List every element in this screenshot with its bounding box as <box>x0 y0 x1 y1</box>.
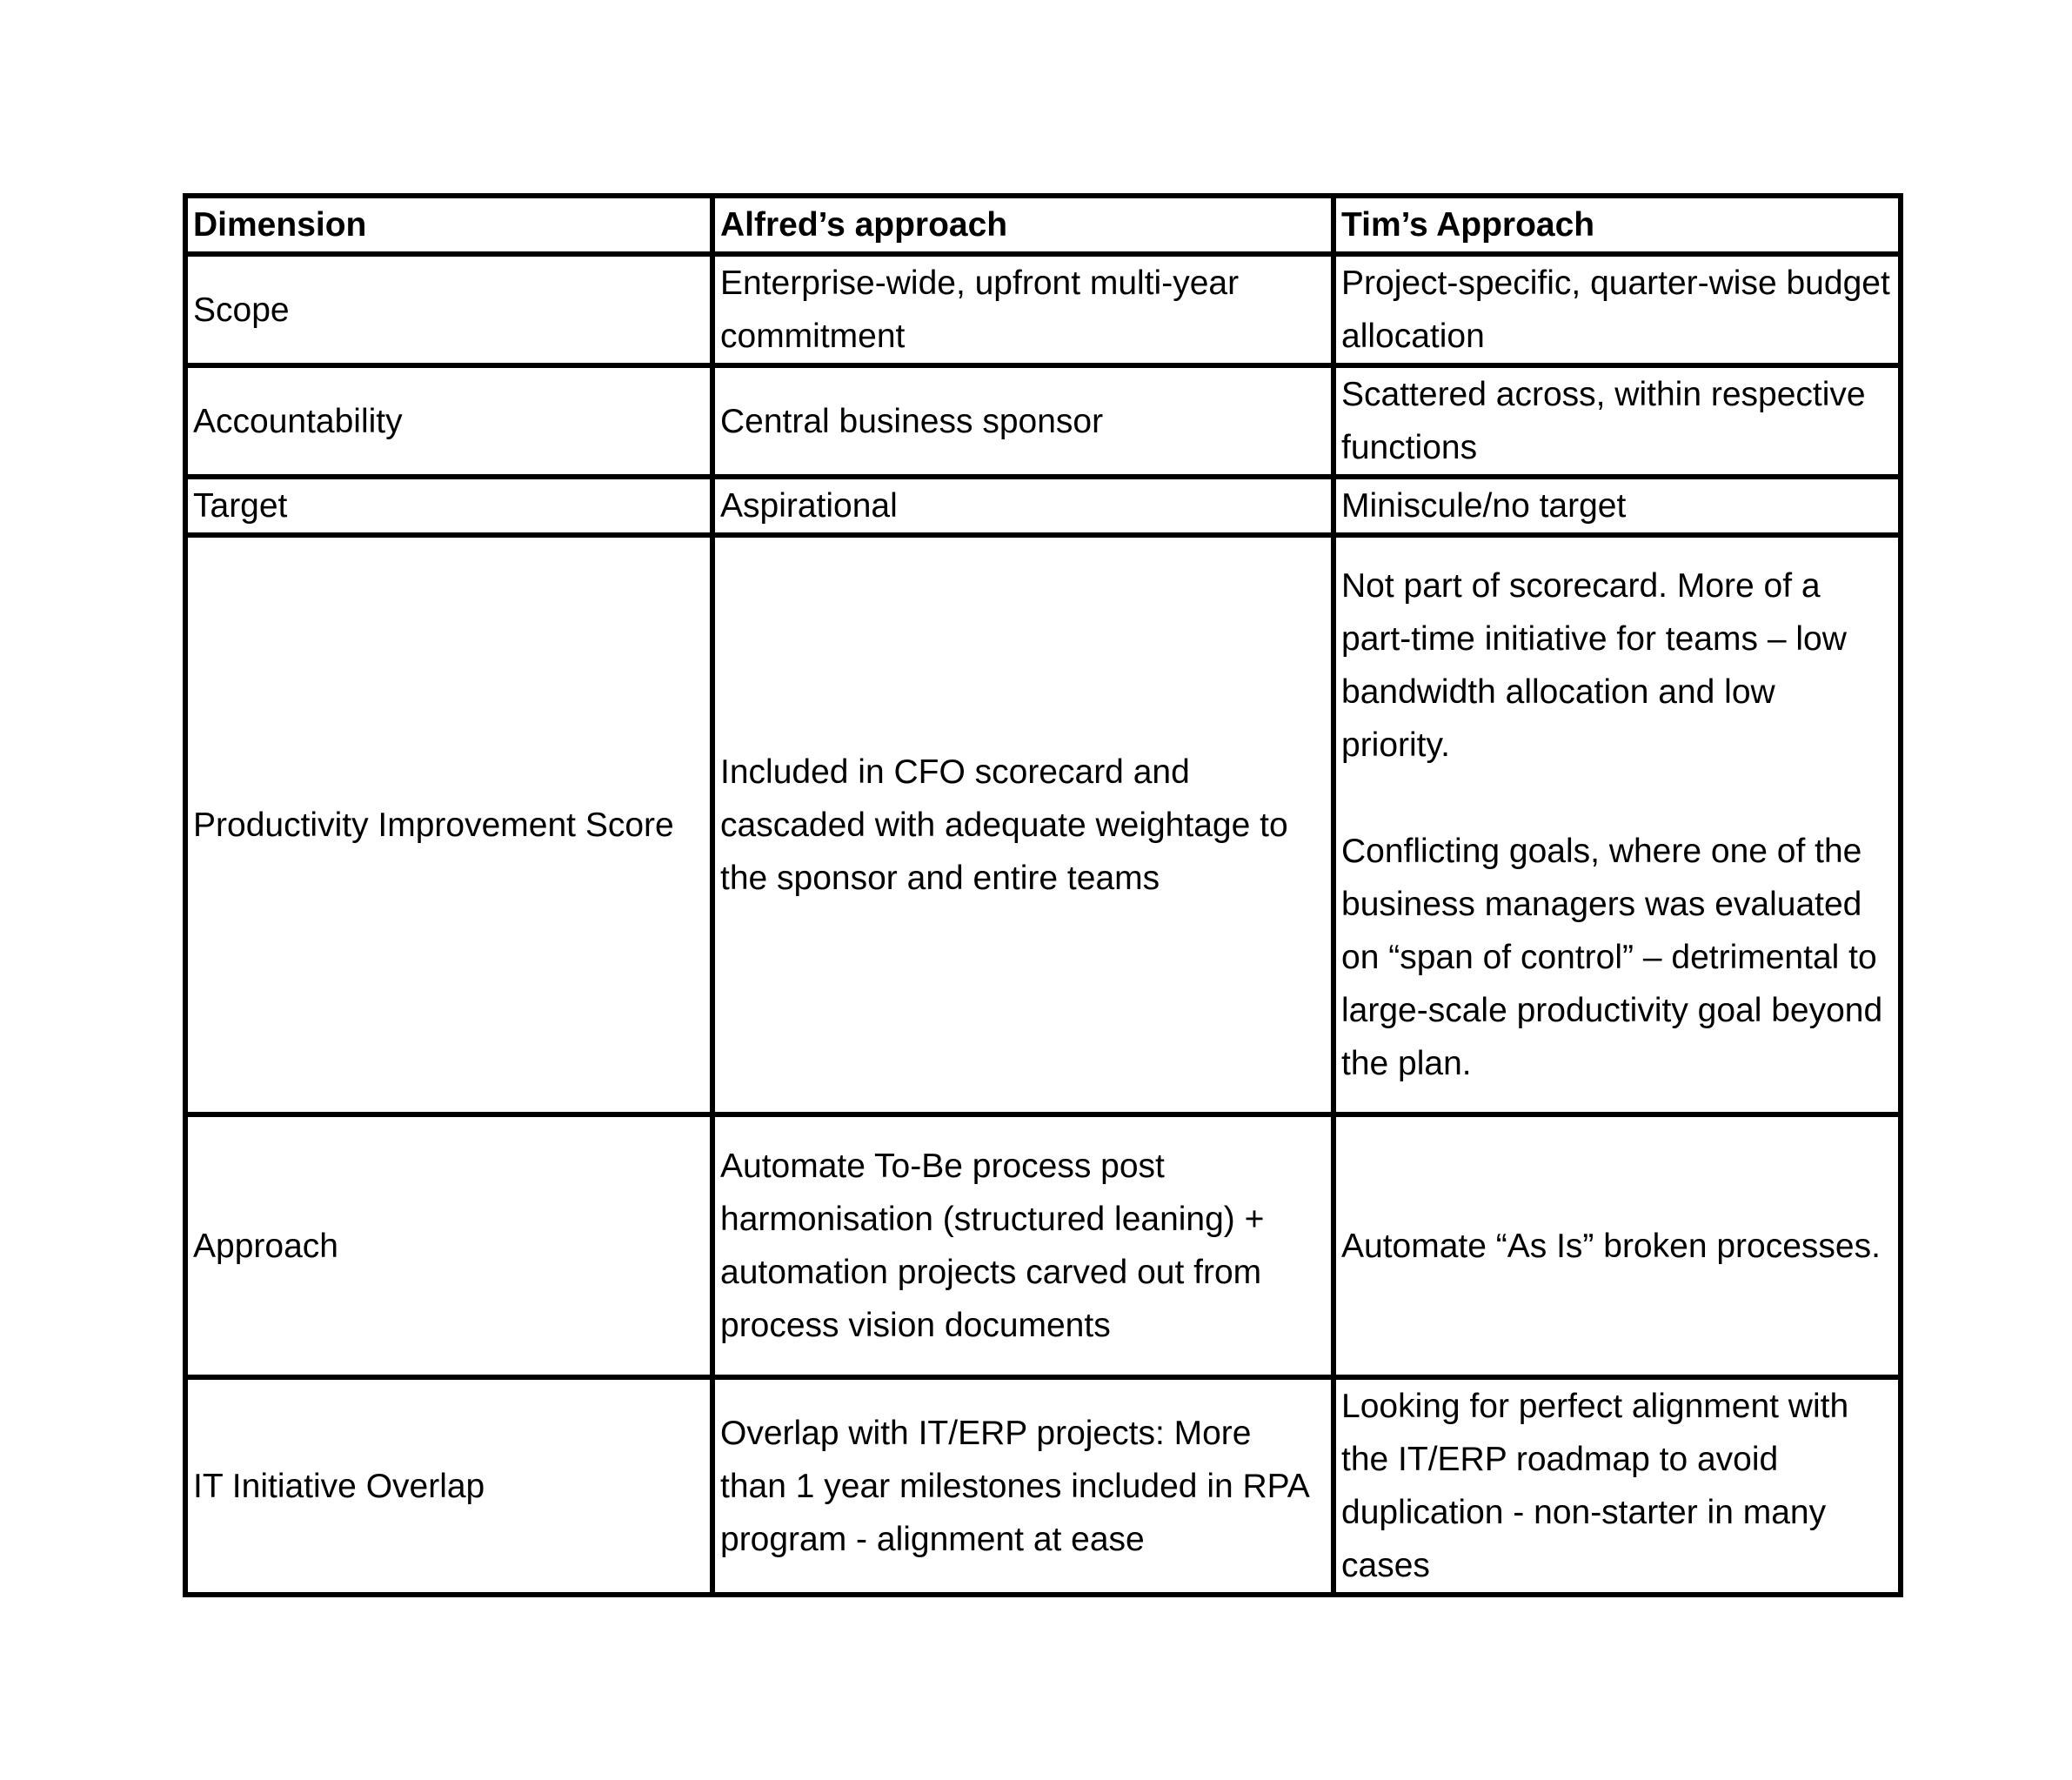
cell-alfred-text: Enterprise-wide, upfront multi-year commitment <box>720 264 1240 355</box>
cell-tim <box>1333 535 1901 1114</box>
cell-alfred <box>712 254 1333 365</box>
cell-alfred <box>712 477 1333 535</box>
cell-alfred-text: Included in CFO scorecard and cascaded with adequate weightage to the sponsor and entire teams <box>720 753 1288 897</box>
cell-dimension: Scope <box>185 254 712 365</box>
cell-dimension: Productivity Improvement Score <box>185 535 712 1114</box>
table-row <box>185 477 1901 535</box>
header-row <box>185 196 1901 254</box>
cell-tim <box>1333 365 1901 477</box>
table-row <box>185 365 1901 477</box>
cell-alfred <box>712 1114 1333 1377</box>
cell-tim <box>1333 254 1901 365</box>
cell-tim-text: Looking for perfect alignment with the IT/ERP roadmap to avoid duplication - non-starter in many cases <box>1341 1388 1849 1584</box>
comparison-table-container <box>183 193 1898 1597</box>
cell-alfred-text: Automate To-Be process post harmonisation (structured leaning) + automation projects carved out from process vision documents <box>720 1148 1265 1344</box>
cell-tim <box>1333 1377 1901 1595</box>
cell-tim-text: Not part of scorecard. More of a part-time initiative for teams – low bandwidth allocation and low priority. Conflicting goals, where one of the business managers was evaluated on “span of control” – detrimental to large-scale productivity goal beyond the plan. <box>1341 567 1883 1082</box>
cell-alfred <box>712 1377 1333 1595</box>
cell-alfred-text: Central business sponsor <box>720 402 1104 440</box>
table-row <box>185 535 1901 1114</box>
header-tim-approach: Tim’s Approach <box>1333 196 1901 254</box>
cell-dimension: IT Initiative Overlap <box>185 1377 712 1595</box>
cell-tim-text: Scattered across, within respective functions <box>1341 376 1866 466</box>
header-dimension: Dimension <box>185 196 712 254</box>
cell-tim-text: Project-specific, quarter-wise budget allocation <box>1341 264 1890 355</box>
cell-dimension: Approach <box>185 1114 712 1377</box>
cell-alfred-text: Overlap with IT/ERP projects: More than 1 year milestones included in RPA program - alignment at ease <box>720 1414 1308 1558</box>
cell-dimension: Target <box>185 477 712 535</box>
cell-alfred <box>712 365 1333 477</box>
cell-tim-text: Automate “As Is” broken processes. <box>1341 1227 1881 1265</box>
cell-tim <box>1333 1114 1901 1377</box>
header-alfred-approach: Alfred’s approach <box>712 196 1333 254</box>
comparison-table <box>183 193 1903 1597</box>
cell-tim-text: Miniscule/no target <box>1341 487 1627 525</box>
table-row <box>185 254 1901 365</box>
cell-tim <box>1333 477 1901 535</box>
cell-alfred <box>712 535 1333 1114</box>
table-row <box>185 1377 1901 1595</box>
cell-dimension: Accountability <box>185 365 712 477</box>
cell-alfred-text: Aspirational <box>720 487 898 525</box>
table-row <box>185 1114 1901 1377</box>
